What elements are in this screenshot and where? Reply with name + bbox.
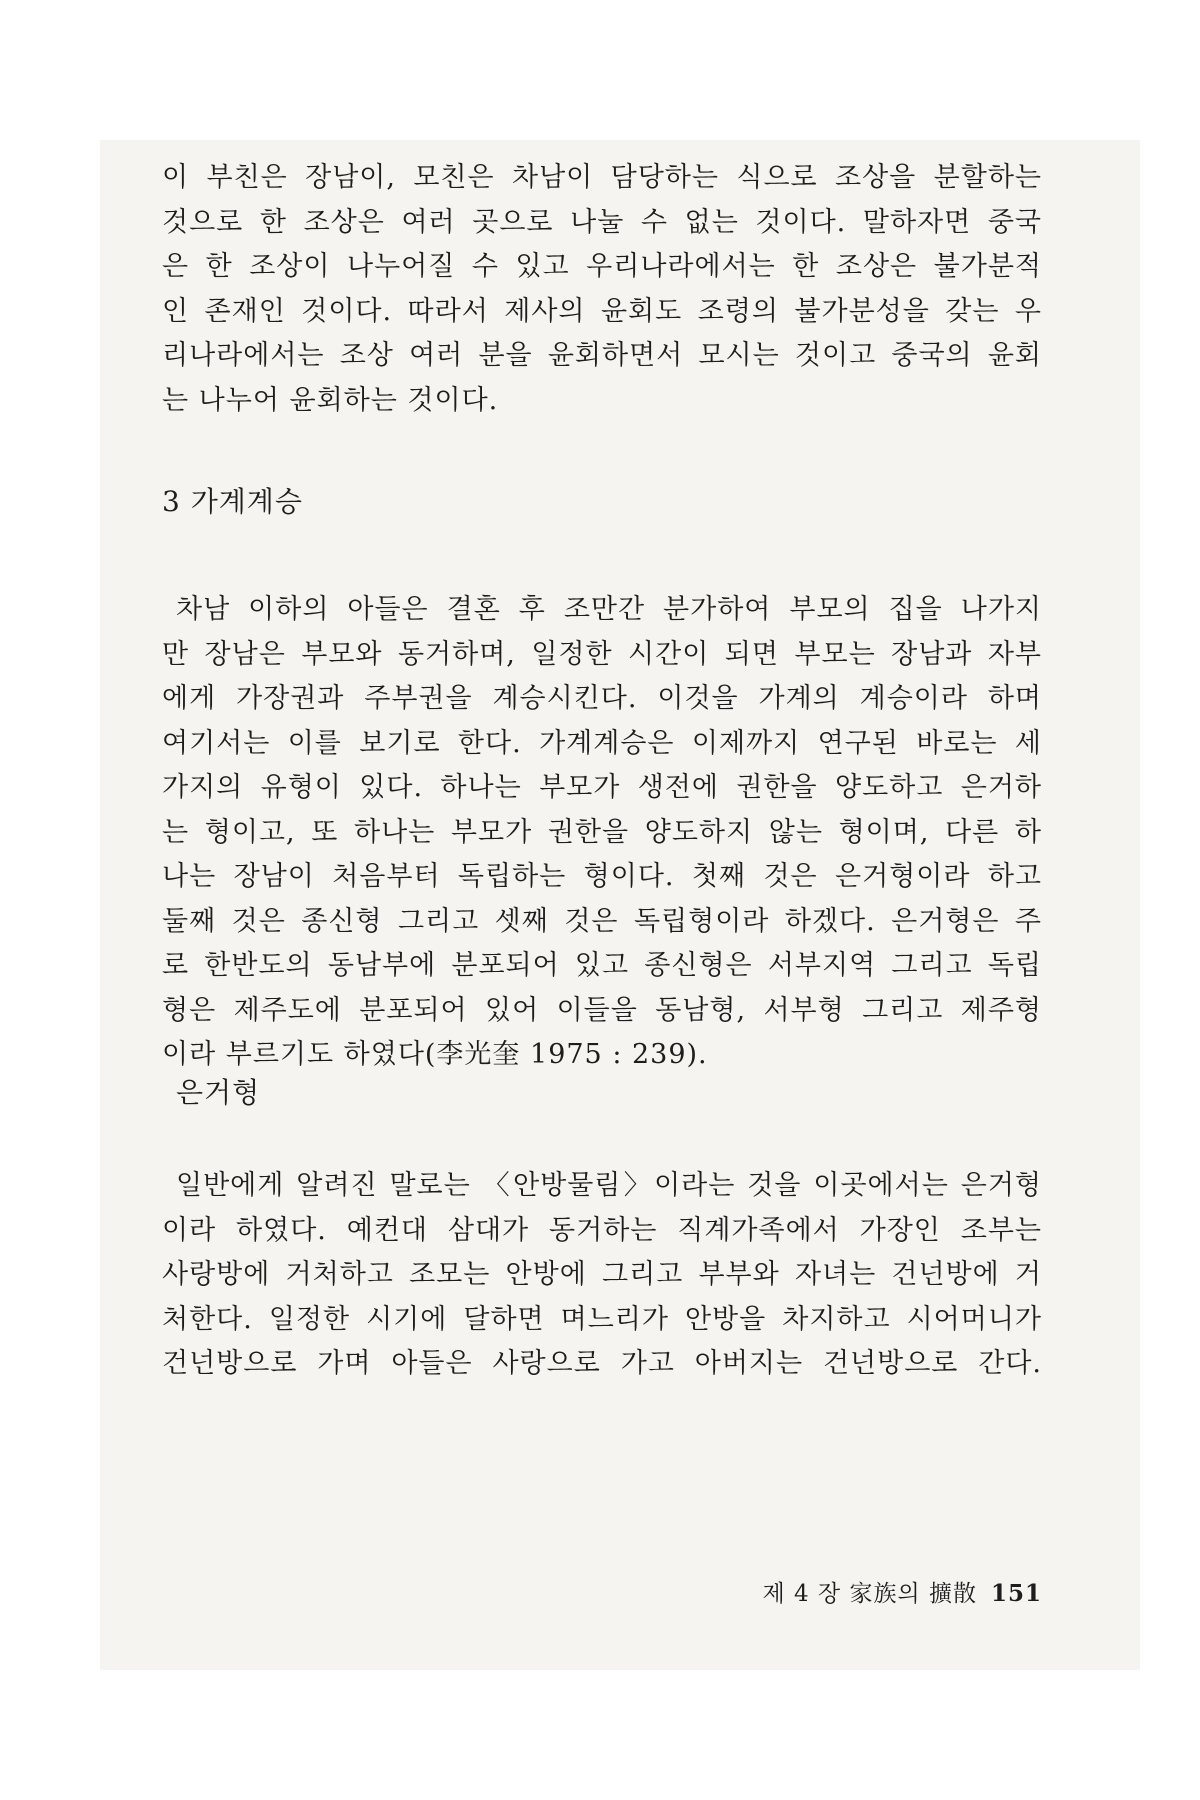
scan-margin-top bbox=[0, 0, 1200, 140]
paragraph-line: 리나라에서는 조상 여러 분을 윤회하면서 모시는 것이고 중국의 윤회 bbox=[162, 340, 1042, 371]
paragraph-line: 건넌방으로 가며 아들은 사랑으로 가고 아버지는 건넌방으로 간다. bbox=[162, 1348, 1042, 1379]
paragraph-line: 이라 부르기도 하였다(李光奎 1975 : 239). bbox=[162, 1039, 708, 1070]
paragraph-line: 처한다. 일정한 시기에 달하면 며느리가 안방을 차지하고 시어머니가 bbox=[162, 1303, 1042, 1335]
paragraph-line: 것으로 한 조상은 여러 곳으로 나눌 수 없는 것이다. 말하자면 중국 bbox=[162, 206, 1042, 238]
paragraph-3 bbox=[162, 1164, 1042, 1387]
page-number: 151 bbox=[990, 1580, 1042, 1607]
paragraph-line: 로 한반도의 동남부에 분포되어 있고 종신형은 서부지역 그리고 독립 bbox=[162, 950, 1042, 981]
paragraph-line: 은 한 조상이 나누어질 수 있고 우리나라에서는 한 조상은 불가분적 bbox=[162, 251, 1042, 282]
paragraph-1 bbox=[162, 156, 1042, 423]
scan-margin-left bbox=[0, 0, 100, 1800]
paragraph-line: 는 형이고, 또 하나는 부모가 권한을 양도하지 않는 형이며, 다른 하 bbox=[162, 816, 1042, 848]
paragraph-line: 나는 장남이 처음부터 독립하는 형이다. 첫째 것은 은거형이라 하고 bbox=[162, 861, 1042, 892]
page-footer bbox=[722, 1578, 1042, 1610]
paragraph-line: 가지의 유형이 있다. 하나는 부모가 생전에 권한을 양도하고 은거하 bbox=[162, 772, 1042, 803]
paragraph-line: 이라 하였다. 예컨대 삼대가 동거하는 직계가족에서 가장인 조부는 bbox=[162, 1214, 1042, 1246]
chapter-title: 제 4 장 家族의 擴散 bbox=[762, 1581, 977, 1607]
paragraph-line: 일반에게 알려진 말로는 〈안방물림〉이라는 것을 이곳에서는 은거형 bbox=[176, 1170, 1042, 1201]
paragraph-line: 만 장남은 부모와 동거하며, 일정한 시간이 되면 부모는 장남과 자부 bbox=[162, 638, 1042, 670]
paragraph-line: 여기서는 이를 보기로 한다. 가계계승은 이제까지 연구된 바로는 세 bbox=[162, 727, 1042, 759]
paragraph-line: 사랑방에 거처하고 조모는 안방에 그리고 부부와 자녀는 건넌방에 거 bbox=[162, 1259, 1042, 1290]
paragraph-line: 인 존재인 것이다. 따라서 제사의 윤회도 조령의 불가분성을 갖는 우 bbox=[162, 295, 1042, 327]
scan-margin-right bbox=[1140, 0, 1200, 1800]
paragraph-line: 형은 제주도에 분포되어 있어 이들을 동남형, 서부형 그리고 제주형 bbox=[162, 994, 1042, 1026]
paragraph-line: 차남 이하의 아들은 결혼 후 조만간 분가하여 부모의 집을 나가지 bbox=[176, 594, 1042, 625]
paragraph-line: 둘째 것은 종신형 그리고 셋째 것은 독립형이라 하겠다. 은거형은 주 bbox=[162, 905, 1042, 937]
subsection-heading: 은거형 bbox=[176, 1076, 261, 1109]
scan-margin-bottom bbox=[0, 1670, 1200, 1800]
paragraph-line: 이 부친은 장남이, 모친은 차남이 담당하는 식으로 조상을 분할하는 bbox=[162, 162, 1042, 193]
paragraph-line: 에게 가장권과 주부권을 계승시킨다. 이것을 가계의 계승이라 하며 bbox=[162, 683, 1042, 714]
paragraph-line: 는 나누어 윤회하는 것이다. bbox=[162, 384, 499, 416]
paragraph-2 bbox=[162, 588, 1042, 1078]
section-heading: 3 가계계승 bbox=[162, 485, 303, 518]
